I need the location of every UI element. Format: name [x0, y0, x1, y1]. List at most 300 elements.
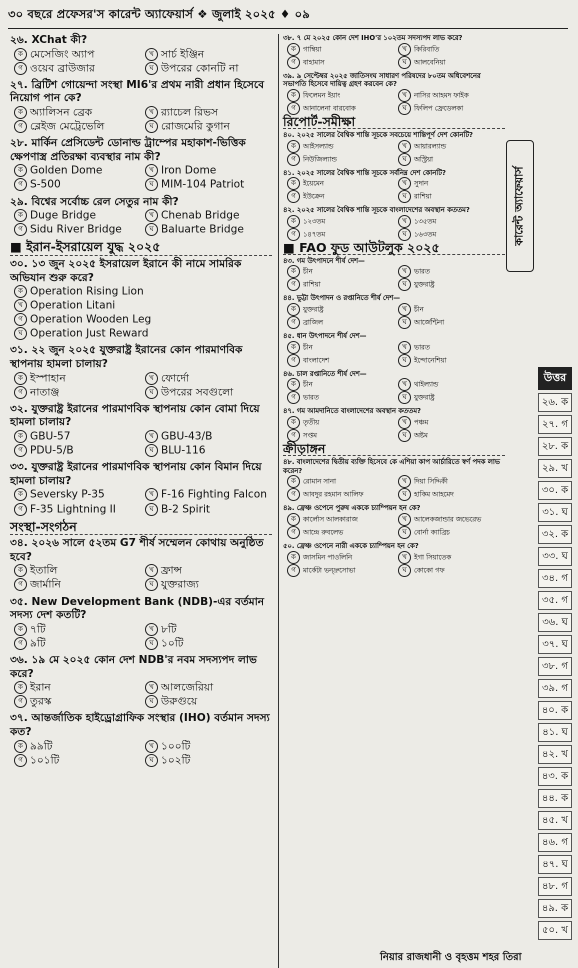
option-text: গাম্বিয়া [303, 45, 322, 54]
answer-item: ৪৪. ক [538, 789, 572, 808]
option-text: নাসির আহমদ ফাইক [414, 91, 469, 100]
option-marker: ঘ [398, 102, 411, 115]
options-grid [10, 488, 272, 516]
option-text: নাতাঞ্জ [30, 386, 60, 399]
answer-item: ৩৭. ঘ [538, 635, 572, 654]
option-text: ওয়েব ব্রাউজার [30, 62, 95, 75]
option-item [14, 62, 141, 76]
question-text: ২৯. বিশ্বের সর্বোচ্চ রেল সেতুর নাম কী? [10, 195, 179, 208]
option-text: যুক্তরাষ্ট্র [414, 393, 435, 402]
options-grid [10, 430, 272, 458]
option-text: ইউক্রেন [303, 192, 325, 201]
option-item [145, 106, 272, 120]
option-text: ১০২টি [161, 754, 191, 767]
option-text: Operation Litani [30, 299, 116, 312]
question-text: ৩৯. ৯ সেপ্টেম্বর ২০২৫ জাতিসংঘ সাধারণ পরিষদের ৮০তম অধিবেশনের সভাপতি হিসেবে দায়িত্ব গ্রহণ করবেন কে? [283, 71, 481, 89]
option-item [398, 488, 505, 501]
option-marker: গ [287, 526, 300, 539]
option-marker: গ [287, 429, 300, 442]
options-grid [10, 681, 272, 709]
option-marker: ক [14, 209, 27, 222]
option-text: ইয়েমেন [303, 179, 324, 188]
option-item [287, 488, 394, 501]
option-text: চীন [414, 305, 424, 314]
option-marker: ঘ [145, 223, 158, 236]
option-item [398, 513, 505, 526]
option-text: অস্ট্রিয়া [414, 155, 433, 164]
option-marker: খ [145, 164, 158, 177]
answer-item: ৩১. ঘ [538, 503, 572, 522]
option-item [14, 313, 272, 327]
middle-column [278, 34, 505, 968]
option-text: কার্লোস আলকারাজ [303, 515, 358, 524]
question-block [283, 542, 505, 577]
option-item [14, 578, 141, 592]
option-item [287, 416, 394, 429]
option-text: আবদুর রহমান আলিফ [303, 490, 364, 499]
option-text: উপরের সবগুলো [161, 386, 234, 399]
option-marker: ক [287, 475, 300, 488]
option-marker: ঘ [398, 228, 411, 241]
option-text: উরুগুয়ে [161, 695, 198, 708]
option-text: ফোর্দো [161, 372, 190, 385]
option-marker: খ [398, 341, 411, 354]
option-item [398, 102, 505, 115]
option-text: S-500 [30, 178, 61, 191]
option-item [398, 278, 505, 291]
option-item [14, 299, 272, 313]
option-item [14, 503, 141, 517]
question-block [10, 196, 272, 238]
options-grid [10, 285, 272, 341]
option-marker: খ [398, 177, 411, 190]
option-item [14, 623, 141, 637]
option-marker: ক [14, 48, 27, 61]
options-grid [283, 416, 505, 442]
option-marker: খ [398, 551, 411, 564]
section-heading: রিপোর্ট-সমীক্ষা [283, 118, 505, 129]
option-marker: ক [287, 378, 300, 391]
option-marker: ক [287, 416, 300, 429]
option-text: উপরের কোনটি না [161, 62, 239, 75]
option-item [287, 564, 394, 577]
option-marker: ক [14, 430, 27, 443]
question-text: ৫০. ফ্রেঞ্চ ওপেনে নারী এককে চ্যাম্পিয়ন হন কে? [283, 541, 419, 550]
option-text: ইন্দোনেশিয়া [414, 356, 447, 365]
options-grid [283, 378, 505, 404]
answer-item: ৩৮. গ [538, 657, 572, 676]
option-item [287, 56, 394, 69]
option-item [287, 354, 394, 367]
question-text: ৩৮. ৭ মে ২০২৫ কোন দেশ IHO'র ১০২তম সদস্যপদ লাভ করে? [283, 34, 463, 42]
option-marker: গ [287, 564, 300, 577]
page-header: ৩০ বছরে প্রফেসর'স কারেন্ট অ্যাফেয়ার্স ❖ জুলাই ২০২৫ ♦ ০৯ [8, 7, 310, 21]
question-block [283, 407, 505, 442]
option-text: ইরান [30, 681, 51, 694]
options-grid [283, 513, 505, 539]
option-item [145, 637, 272, 651]
option-text: সার্চ ইঞ্জিন [161, 48, 205, 61]
option-item [287, 140, 394, 153]
option-text: ব্লেইজ মেট্রেভেলি [30, 120, 105, 133]
option-marker: ঘ [398, 354, 411, 367]
option-item [145, 120, 272, 134]
options-grid [10, 164, 272, 192]
option-marker: গ [14, 62, 27, 75]
question-block [283, 257, 505, 292]
answer-item: ৩২. ক [538, 525, 572, 544]
option-text: F-16 Fighting Falcon [161, 488, 267, 501]
option-text: সুদান [414, 179, 429, 188]
option-item [287, 265, 394, 278]
option-text: অষ্টম [414, 431, 428, 440]
option-item [287, 228, 394, 241]
option-text: হাকিম আহমেদ [414, 490, 454, 499]
option-item [145, 623, 272, 637]
option-item [398, 429, 505, 442]
option-item [14, 178, 141, 192]
option-item [287, 153, 394, 166]
option-text: তুরস্ক [30, 695, 52, 708]
option-marker: ক [14, 164, 27, 177]
section-heading: ■ FAO ফুড আউটলুক ২০২৫ [283, 244, 505, 255]
option-marker: ঘ [398, 278, 411, 291]
option-item [398, 190, 505, 203]
option-marker: ঘ [398, 429, 411, 442]
option-text: র‍্যাচেল রিভস [161, 106, 218, 119]
option-marker: খ [398, 43, 411, 56]
option-marker: ক [287, 551, 300, 564]
option-marker: গ [14, 754, 27, 767]
answer-item: ৪৩. ক [538, 767, 572, 786]
option-item [14, 372, 141, 386]
option-text: মেসেজিং অ্যাপ [30, 48, 95, 61]
answer-item: ৪৫. খ [538, 811, 572, 830]
answer-item: ৪২. খ [538, 745, 572, 764]
option-item [145, 430, 272, 444]
option-item [145, 695, 272, 709]
option-marker: ঘ [398, 56, 411, 69]
option-item [145, 754, 272, 768]
option-item [145, 444, 272, 458]
answer-item: ৪১. ঘ [538, 723, 572, 742]
question-block [10, 596, 272, 651]
options-grid [283, 215, 505, 241]
option-item [14, 164, 141, 178]
option-item [287, 278, 394, 291]
option-item [287, 177, 394, 190]
option-marker: খ [398, 416, 411, 429]
answer-key-title: উত্তর [538, 367, 572, 390]
option-text: GBU-57 [30, 430, 71, 443]
option-text: Sidu River Bridge [30, 223, 122, 236]
question-text: ২৭. ব্রিটিশ গোয়েন্দা সংস্থা MI6'র প্রথম নারী প্রধান হিসেবে নিয়োগ পান কে? [10, 78, 265, 105]
question-block [283, 294, 505, 329]
option-item [398, 354, 505, 367]
option-item [398, 416, 505, 429]
question-text: ৪৮. বাংলাদেশের দ্বিতীয় ব্যক্তি হিসেবে কে এশিয়া কাপ আর্চারিতে স্বর্ণ পদক লাভ করেন? [283, 457, 500, 475]
option-marker: ঘ [398, 526, 411, 539]
option-marker: ঘ [145, 578, 158, 591]
option-marker: ক [287, 89, 300, 102]
option-text: আন্দ্রে রুবলেভ [303, 528, 344, 537]
question-text: ৪৯. ফ্রেঞ্চ ওপেনে পুরুষ এককে চ্যাম্পিয়ন হন কে? [283, 504, 421, 513]
option-marker: খ [145, 564, 158, 577]
option-item [145, 223, 272, 237]
option-text: আইসল্যান্ড [303, 142, 334, 151]
option-text: চীন [303, 267, 313, 276]
question-block [283, 206, 505, 241]
option-text: আনালেনা বারবোক [303, 104, 356, 113]
option-item [398, 89, 505, 102]
options-grid [283, 43, 505, 69]
option-text: ভারত [414, 267, 430, 276]
option-marker: ঘ [145, 754, 158, 767]
question-text: ৪০. ২০২৫ সালের বৈশ্বিক শান্তি সূচকে সবচেয়ে শান্তিপূর্ণ দেশ কোনটি? [283, 130, 473, 139]
option-item [287, 526, 394, 539]
option-marker: ক [287, 43, 300, 56]
question-block [10, 34, 272, 76]
question-text: ৪৬. চাল রপ্তানিতে শীর্ষ দেশ— [283, 369, 367, 378]
option-marker: ঘ [398, 391, 411, 404]
options-grid [10, 623, 272, 651]
option-text: ১৬৩তম [414, 230, 437, 239]
option-marker: ঘ [145, 444, 158, 457]
option-item [145, 62, 272, 76]
option-text: সপ্তম [303, 431, 317, 440]
option-text: জাসমিন পাওলিনি [303, 553, 353, 562]
option-marker: ক [287, 265, 300, 278]
option-text: ৭টি [30, 623, 46, 636]
option-item [14, 327, 272, 341]
left-column [10, 34, 272, 771]
option-marker: গ [14, 223, 27, 236]
option-marker: গ [14, 313, 27, 326]
option-text: ফিলেমন ইয়াং [303, 91, 341, 100]
option-text: Golden Dome [30, 164, 103, 177]
option-marker: খ [398, 140, 411, 153]
option-marker: খ [145, 48, 158, 61]
option-item [145, 209, 272, 223]
option-marker: গ [14, 386, 27, 399]
answer-list [538, 393, 572, 940]
option-marker: ঘ [398, 564, 411, 577]
option-marker: ঘ [145, 695, 158, 708]
option-text: বাহামাস [303, 58, 325, 67]
option-marker: ক [287, 303, 300, 316]
option-text: ৯টি [30, 637, 46, 650]
option-marker: খ [145, 430, 158, 443]
options-grid [10, 740, 272, 768]
option-item [145, 488, 272, 502]
option-text: চীন [303, 343, 313, 352]
option-marker: গ [287, 316, 300, 329]
option-item [287, 475, 394, 488]
option-item [398, 564, 505, 577]
option-item [145, 681, 272, 695]
option-marker: ক [14, 740, 27, 753]
option-text: আলবেনিয়া [414, 58, 446, 67]
options-grid [10, 106, 272, 134]
option-marker: গ [14, 178, 27, 191]
option-item [398, 391, 505, 404]
answer-item: ৫০. খ [538, 921, 572, 940]
option-text: অ্যালিসন ব্রেক [30, 106, 93, 119]
answer-item: ৩৫. গ [538, 591, 572, 610]
option-text: ফ্রান্স [161, 564, 182, 577]
option-item [14, 223, 141, 237]
options-grid [283, 265, 505, 291]
option-item [287, 303, 394, 316]
question-block [283, 458, 505, 501]
question-text: ৪২. ২০২৫ সালের বৈশ্বিক শান্তি সূচকে বাংলাদেশের অবস্থান কততম? [283, 206, 470, 215]
answer-key [538, 367, 572, 943]
option-item [145, 386, 272, 400]
option-text: পঞ্চম [414, 418, 429, 427]
option-item [14, 430, 141, 444]
option-text: MIM-104 Patriot [161, 178, 245, 191]
option-item [14, 488, 141, 502]
option-text: তৃতীয় [303, 418, 320, 427]
option-marker: ঘ [398, 316, 411, 329]
option-text: রাশিয়া [414, 192, 432, 201]
option-text: F-35 Lightning II [30, 503, 116, 515]
option-text: ভারত [414, 343, 430, 352]
answer-item: ৪০. ক [538, 701, 572, 720]
option-item [14, 285, 272, 299]
option-marker: গ [287, 102, 300, 115]
option-marker: গ [287, 488, 300, 501]
option-marker: গ [14, 695, 27, 708]
option-text: রাশিয়া [303, 280, 321, 289]
question-block [10, 137, 272, 192]
option-item [14, 695, 141, 709]
answer-item: ৪৭. ঘ [538, 855, 572, 874]
option-text: মার্কেটা ভন্দ্রুসোভা [303, 566, 356, 575]
option-item [14, 209, 141, 223]
answer-item: ২৮. ক [538, 437, 572, 456]
question-block [10, 461, 272, 516]
question-block [283, 131, 505, 166]
question-text: ৩০. ১৩ জুন ২০২৫ ইসরায়েল ইরানে কী নামে সামরিক অভিযান শুরু করে? [10, 257, 242, 284]
option-item [287, 215, 394, 228]
option-marker: খ [398, 215, 411, 228]
option-item [14, 740, 141, 754]
question-block [10, 654, 272, 709]
option-item [398, 177, 505, 190]
question-text: ৪৪. ভুট্টা উৎপাদন ও রপ্তানিতে শীর্ষ দেশ— [283, 294, 401, 303]
option-text: ফিলিপ ফ্রেডেলকা [414, 104, 464, 113]
option-item [398, 140, 505, 153]
option-item [398, 215, 505, 228]
option-marker: খ [398, 265, 411, 278]
option-item [145, 164, 272, 178]
option-text: কোকো গফ [414, 566, 445, 575]
option-marker: ক [287, 513, 300, 526]
option-text: Baluarte Bridge [161, 223, 244, 236]
option-marker: খ [398, 303, 411, 316]
option-marker: খ [398, 513, 411, 526]
option-marker: ক [287, 140, 300, 153]
question-block [10, 258, 272, 342]
section-heading: সংস্থা-সংগঠন [10, 520, 272, 536]
option-item [287, 43, 394, 56]
option-text: Seversky P-35 [30, 488, 105, 501]
option-item [145, 178, 272, 192]
option-marker: ঘ [14, 327, 27, 340]
options-grid [283, 551, 505, 577]
option-marker: ক [14, 623, 27, 636]
option-item [145, 503, 272, 517]
option-marker: গ [14, 637, 27, 650]
option-text: Chenab Bridge [161, 209, 240, 222]
option-item [398, 228, 505, 241]
option-marker: গ [14, 578, 27, 591]
option-item [287, 341, 394, 354]
question-text: ৪৩. গম উৎপাদনে শীর্ষ দেশ— [283, 256, 365, 265]
options-grid [283, 303, 505, 329]
question-block [10, 712, 272, 767]
option-text: রোজমেরি কুগান [161, 120, 230, 133]
option-item [287, 391, 394, 404]
option-text: ১৪৭তম [303, 230, 326, 239]
option-marker: ঘ [398, 190, 411, 203]
option-item [14, 564, 141, 578]
option-item [398, 526, 505, 539]
option-marker: খ [145, 209, 158, 222]
option-marker: খ [145, 106, 158, 119]
option-text: ১৩৫তম [414, 217, 437, 226]
options-grid [10, 564, 272, 592]
option-marker: খ [145, 623, 158, 636]
answer-item: ৩০. ক [538, 481, 572, 500]
footer-text: নিয়ার রাজধানী ও বৃহত্তম শহর তিরা [380, 952, 522, 963]
option-text: ভারত [303, 393, 319, 402]
option-text: রোমান সানা [303, 477, 336, 486]
option-text: দিয়া সিদ্দিকী [414, 477, 448, 486]
option-item [287, 89, 394, 102]
option-item [287, 190, 394, 203]
option-text: জার্মানি [30, 578, 61, 591]
options-grid [283, 140, 505, 166]
option-item [14, 106, 141, 120]
answer-item: ৩৬. ঘ [538, 613, 572, 632]
answer-item: ২৭. গ [538, 415, 572, 434]
option-item [287, 316, 394, 329]
option-text: ইগা সিয়াতেক [414, 553, 452, 562]
options-grid [10, 372, 272, 400]
options-grid [283, 341, 505, 367]
option-text: Operation Just Reward [30, 327, 149, 340]
option-text: GBU-43/B [161, 430, 213, 443]
option-marker: খ [145, 372, 158, 385]
option-text: থাইল্যান্ড [414, 380, 439, 389]
option-item [145, 740, 272, 754]
question-block [10, 79, 272, 134]
header-divider [8, 28, 568, 29]
options-grid [283, 89, 505, 115]
option-marker: গ [287, 391, 300, 404]
option-marker: গ [14, 503, 27, 516]
option-text: BLU-116 [161, 444, 206, 457]
option-text: ১০১টি [30, 754, 60, 767]
option-marker: ঘ [145, 637, 158, 650]
option-item [14, 444, 141, 458]
option-text: যুক্তরাজ্য [161, 578, 199, 591]
question-text: ৩২. যুক্তরাষ্ট্র ইরানের পারমাণবিক স্থাপনায় কোন বোমা দিয়ে হামলা চালায়? [10, 402, 260, 429]
question-block [283, 34, 505, 69]
option-text: আয়ারল্যান্ড [414, 142, 447, 151]
